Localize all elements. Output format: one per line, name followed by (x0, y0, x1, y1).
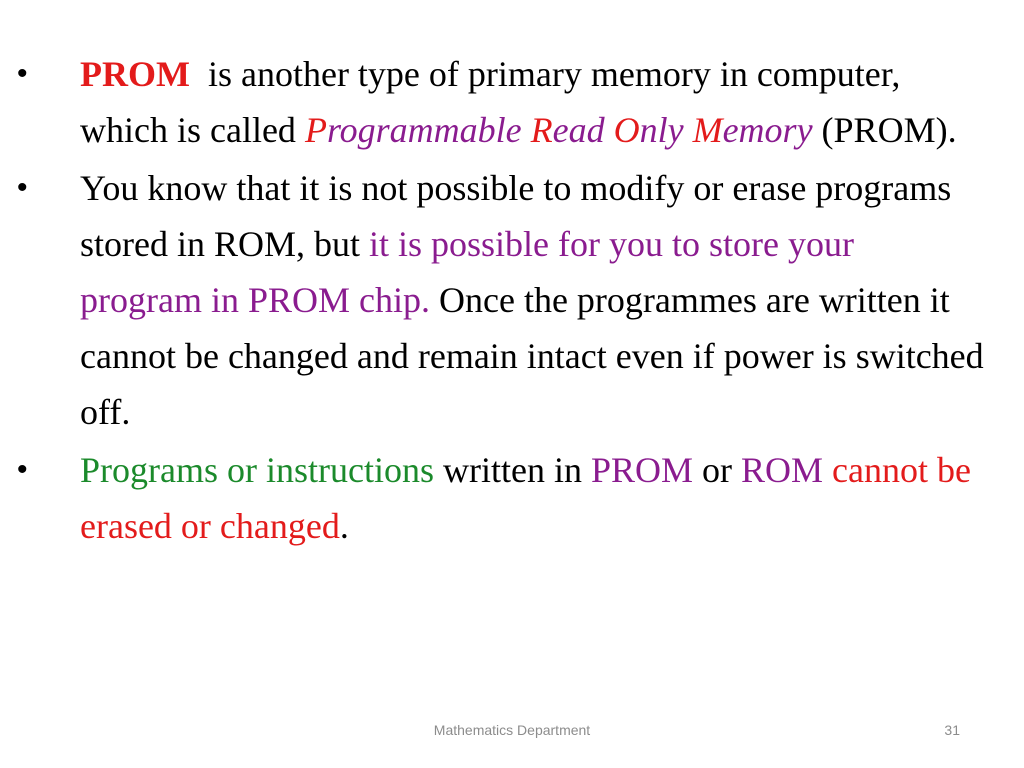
bullet-item-not-erasable (0, 442, 1024, 554)
expansion-word: ead (552, 110, 605, 150)
highlight-text: it is possible for you to store your program in PROM chip. (80, 224, 854, 320)
footer-department: Mathematics Department (433, 722, 591, 738)
bullet-item-prom-definition (0, 46, 1024, 158)
term-prom: PROM (590, 450, 694, 490)
term-prom: PROM (80, 54, 190, 94)
term-rom: ROM (741, 450, 824, 490)
acronym-letter: O (613, 110, 640, 150)
highlight-text: cannot be erased or changed (80, 450, 971, 546)
acronym-letter: R (530, 110, 553, 150)
bullet-text: written in (433, 450, 591, 490)
acronym-letter: M (692, 110, 723, 150)
bullet-text: Once the programmes are written it cannot be changed and remain intact even if power is switched off. (80, 280, 984, 432)
highlight-text: Programs or instructions (80, 450, 434, 490)
expansion-word: nly (639, 110, 693, 150)
bullet-list (0, 46, 1024, 556)
bullet-text: or (693, 450, 742, 490)
slide-number: 31 (944, 722, 960, 738)
expansion-word: emory (722, 110, 813, 150)
bullet-text: (PROM). (812, 110, 957, 150)
bullet-text: is another type of primary memory in computer, which is called (80, 54, 910, 150)
bullet-text: You know that it is not possible to modify or erase programs stored in ROM, but (80, 168, 952, 264)
bullet-item-rom-vs-prom (0, 160, 1024, 440)
bullet-marker: • (17, 171, 28, 204)
expansion-word: rogrammable (326, 110, 531, 150)
bullet-marker: • (17, 57, 28, 90)
acronym-letter: P (304, 110, 327, 150)
bullet-text: . (339, 506, 349, 546)
bullet-marker: • (17, 453, 28, 486)
